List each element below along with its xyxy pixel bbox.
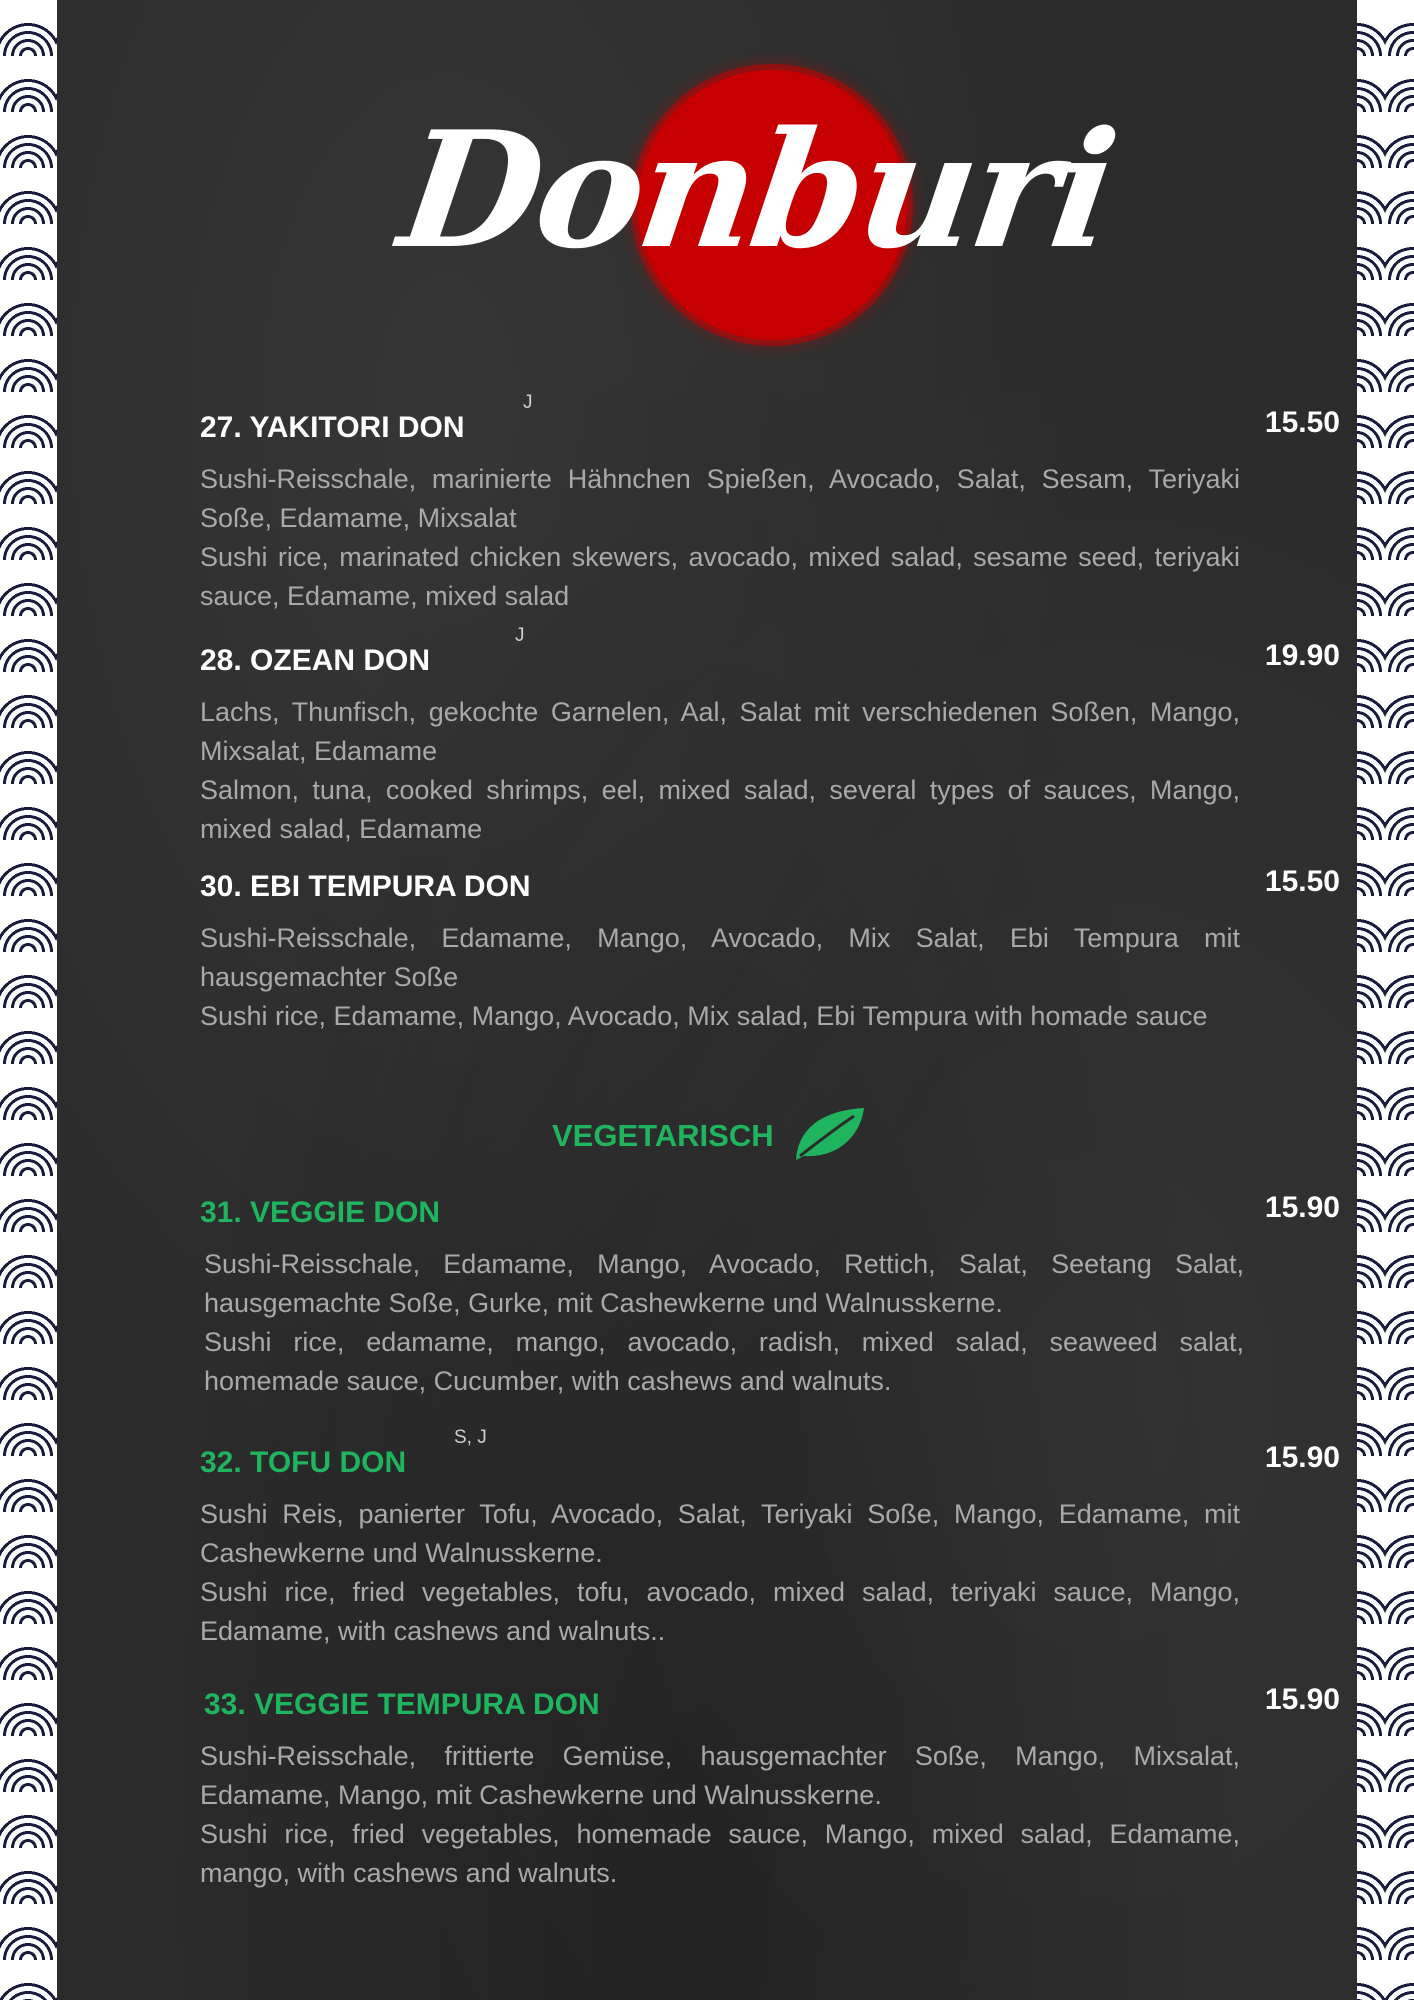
item-price: 15.90 [1264,1683,1340,1716]
item-name: 28. OZEAN DON [200,644,431,677]
vegetarian-section-heading [552,1108,866,1164]
item-name: 27. YAKITORI DON [200,411,465,444]
menu-board [57,0,1357,2000]
item-name: 33. VEGGIE TEMPURA DON [204,1688,600,1721]
description-english: Sushi rice, fried vegetables, homemade sauce, Mango, mixed salad, Edamame, mango, with cashews and walnuts. [200,1819,1240,1888]
vegetarian-label: VEGETARISCH [552,1118,774,1153]
description-english: Salmon, tuna, cooked shrimps, eel, mixed salad, several types of sauces, Mango, mixed salad, Edamame [200,775,1240,844]
description-german: Sushi-Reisschale, marinierte Hähnchen Spießen, Avocado, Salat, Sesam, Teriyaki Soße, Edamame, Mixsalat [200,464,1240,533]
item-description [200,1737,1240,1893]
description-german: Sushi Reis, panierter Tofu, Avocado, Salat, Teriyaki Soße, Mango, Edamame, mit Cashewkerne und Walnusskerne. [200,1499,1240,1568]
allergen-mark: J [515,625,525,646]
description-german: Lachs, Thunfisch, gekochte Garnelen, Aal, Salat mit verschiedenen Soßen, Mango, Mixsalat, Edamame [200,697,1240,766]
description-english: Sushi rice, edamame, mango, avocado, radish, mixed salad, seaweed salat, homemade sauce, Cucumber, with cashews and walnuts. [204,1327,1244,1396]
item-price: 15.90 [1264,1441,1340,1474]
item-description [200,460,1240,616]
item-description [200,1495,1240,1651]
description-english: Sushi rice, marinated chicken skewers, avocado, mixed salad, sesame seed, teriyaki sauce, Edamame, mixed salad [200,542,1240,611]
page-title: Donburi [390,96,1124,284]
title-logo [377,30,1137,380]
item-name: 31. VEGGIE DON [200,1196,441,1229]
description-german: Sushi-Reisschale, Edamame, Mango, Avocado, Rettich, Salat, Seetang Salat, hausgemachte Soße, Gurke, mit Cashewkerne und Walnusskerne. [204,1249,1244,1318]
wave-pattern-right [1357,0,1414,2000]
description-english: Sushi rice, Edamame, Mango, Avocado, Mix salad, Ebi Tempura with homade sauce [200,1001,1208,1031]
item-description [204,1245,1244,1401]
item-price: 15.50 [1264,865,1340,898]
item-description [200,919,1240,1036]
item-name: 30. EBI TEMPURA DON [200,870,531,903]
leaf-icon [792,1106,866,1167]
allergen-mark: S, J [454,1427,487,1448]
item-name: 32. TOFU DON [200,1446,407,1479]
allergen-mark: J [523,392,533,413]
wave-pattern-left [0,0,57,2000]
description-german: Sushi-Reisschale, Edamame, Mango, Avocado, Mix Salat, Ebi Tempura mit hausgemachter Soße [200,923,1240,992]
item-price: 19.90 [1264,639,1340,672]
description-english: Sushi rice, fried vegetables, tofu, avocado, mixed salad, teriyaki sauce, Mango, Edamame, with cashews and walnuts.. [200,1577,1240,1646]
item-description [200,693,1240,849]
item-price: 15.90 [1264,1191,1340,1224]
description-german: Sushi-Reisschale, frittierte Gemüse, hausgemachter Soße, Mango, Mixsalat, Edamame, Mango, mit Cashewkerne und Walnusskerne. [200,1741,1240,1810]
item-price: 15.50 [1264,406,1340,439]
